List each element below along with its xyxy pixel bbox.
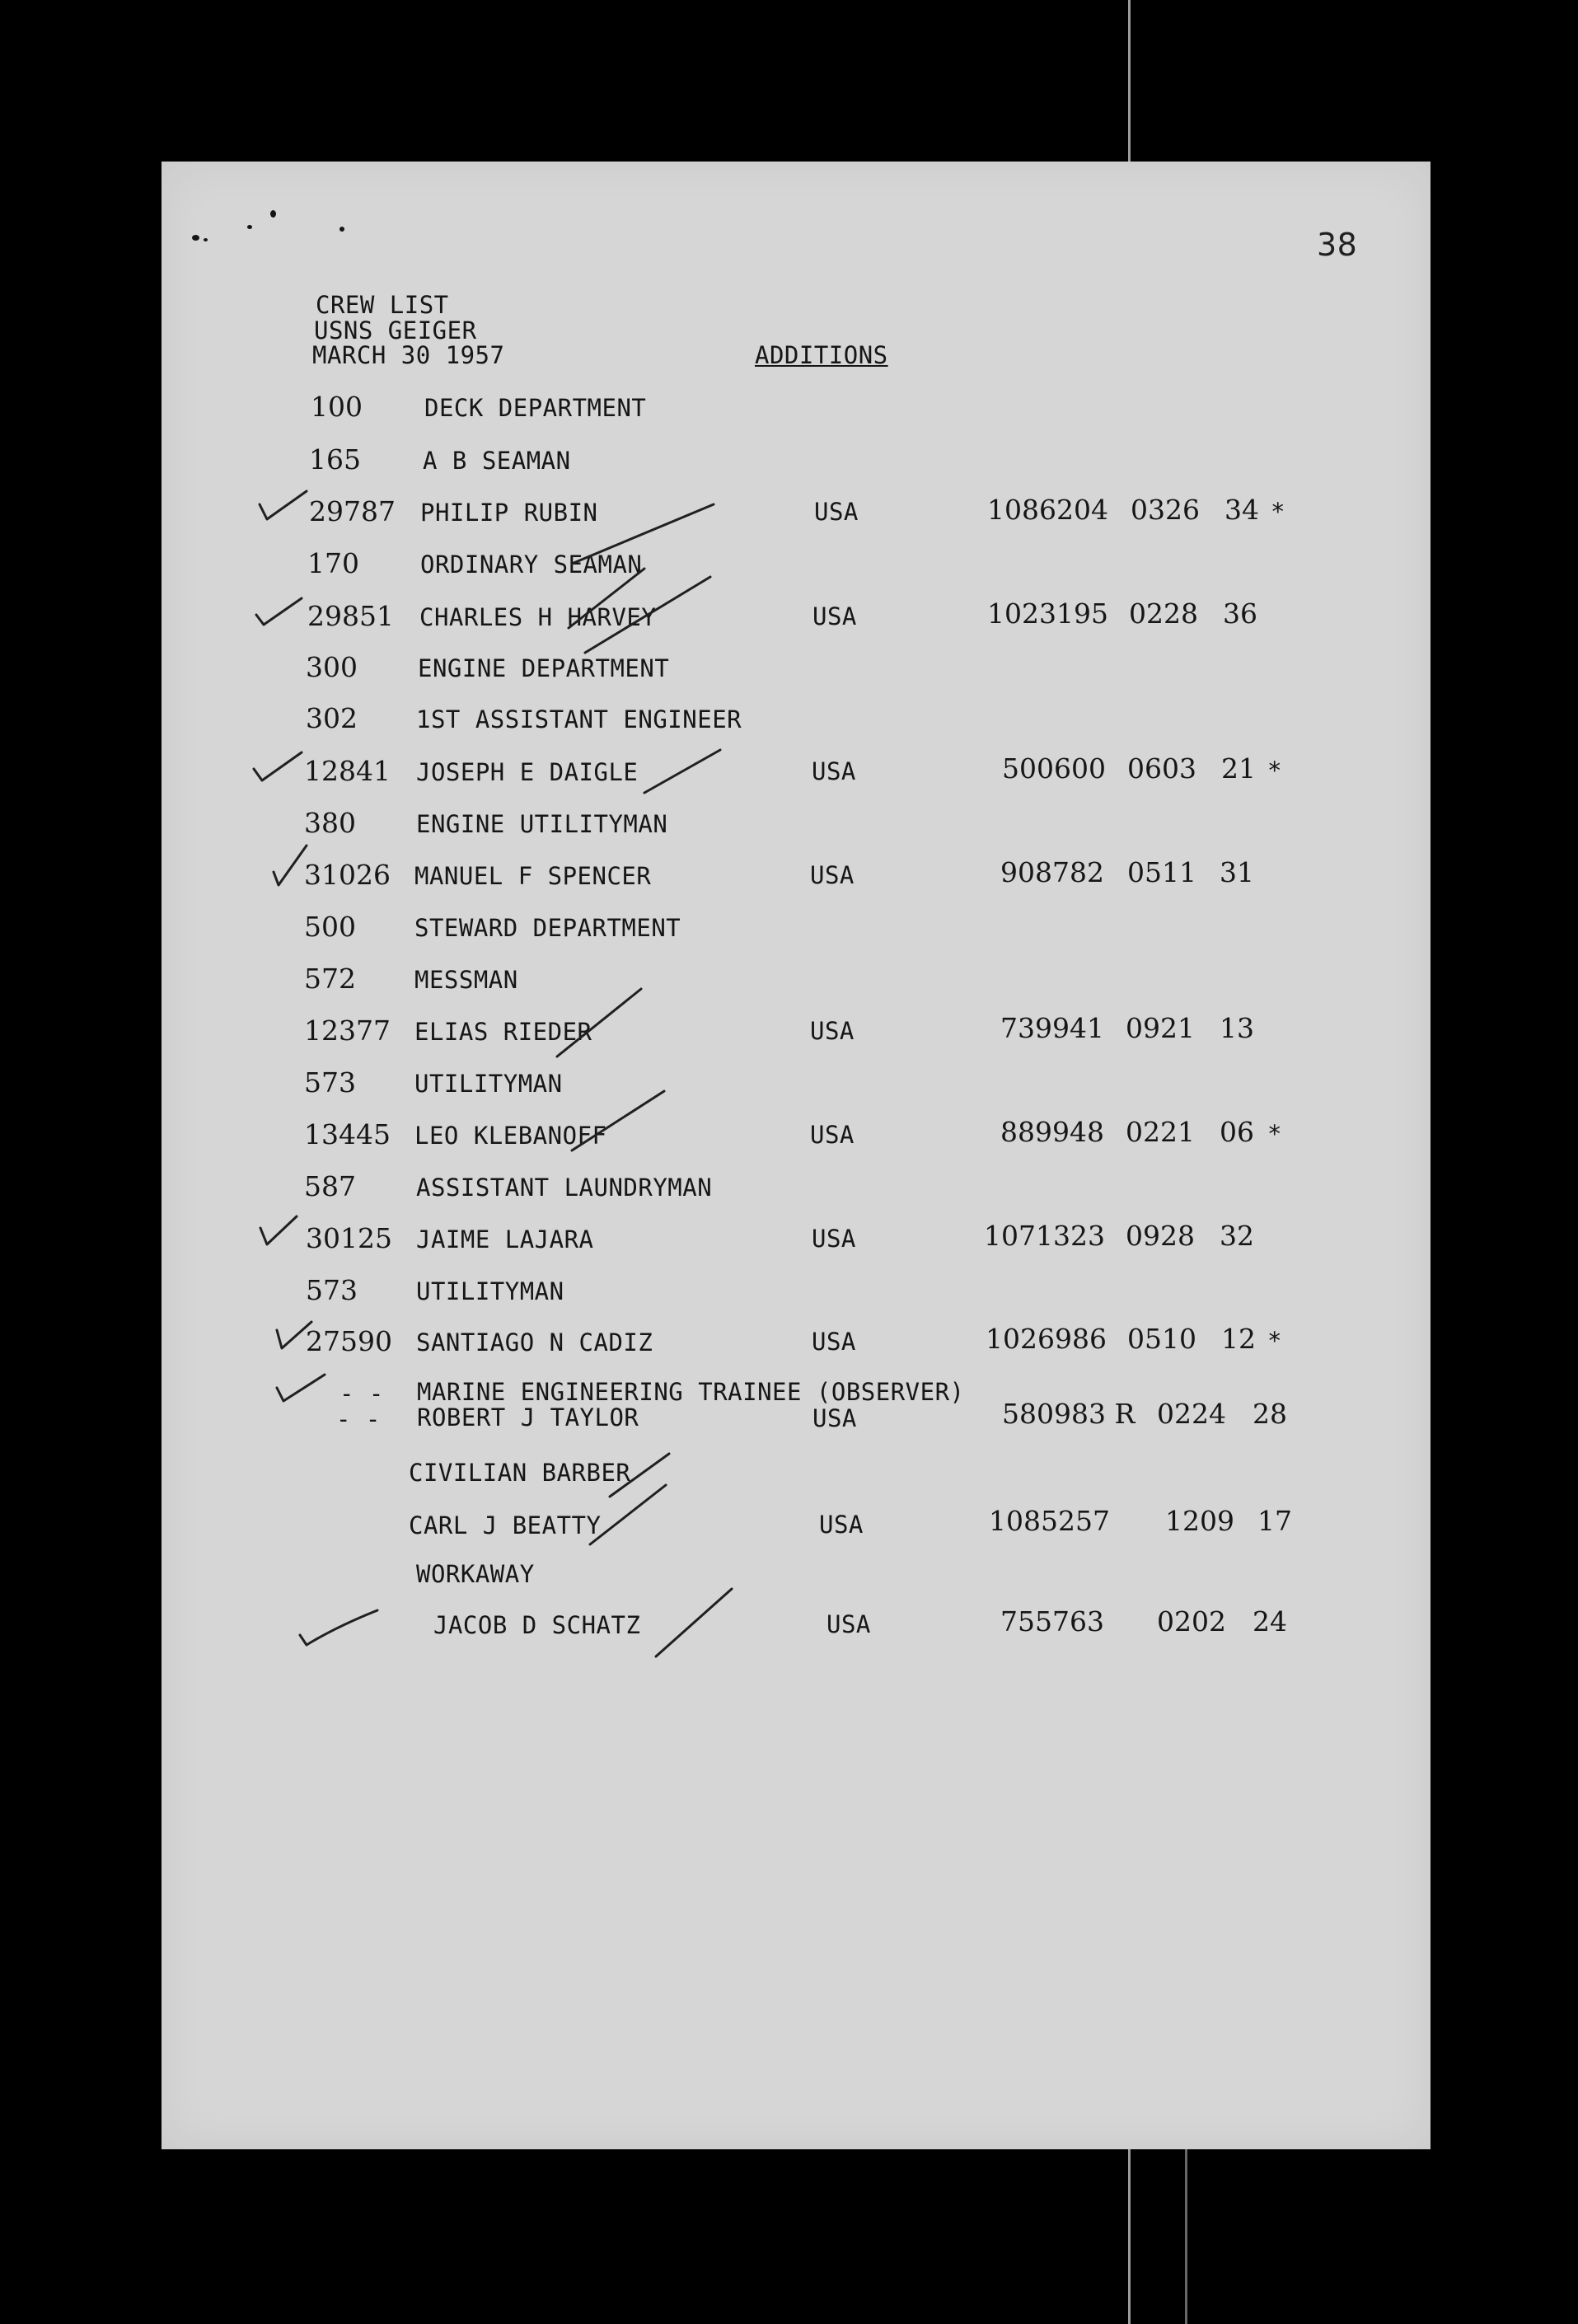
row-date: 1209 (1165, 1505, 1234, 1537)
row-nationality: USA (812, 757, 856, 785)
check-mark-icon (295, 1602, 386, 1652)
row-name: 1ST ASSISTANT ENGINEER (416, 705, 742, 733)
row-date: 0510 (1127, 1323, 1196, 1355)
row-date: 0603 (1127, 752, 1196, 785)
row-name: ASSISTANT LAUNDRYMAN (416, 1174, 713, 1202)
row-code: 27590 (306, 1325, 392, 1357)
row-date: 0921 (1126, 1012, 1195, 1044)
row-asterisk: * (1267, 757, 1282, 785)
row-code: 170 (307, 547, 359, 579)
row-code: 302 (306, 702, 358, 734)
row-nationality: USA (826, 1610, 871, 1638)
check-mark-icon (255, 1211, 305, 1253)
row-nationality: USA (812, 1225, 856, 1253)
row-number: 1085257 (989, 1505, 1110, 1537)
row-date: 0511 (1127, 856, 1196, 888)
row-name: ORDINARY SEAMAN (420, 551, 643, 579)
row-number: 908782 (1000, 856, 1104, 888)
check-mark-icon (272, 1368, 330, 1409)
row-nationality: USA (819, 1511, 864, 1539)
row-number: 500600 (1002, 752, 1106, 785)
row-date: 0228 (1129, 597, 1198, 630)
row-name: PHILIP RUBIN (420, 499, 598, 527)
row-code: 573 (304, 1066, 356, 1099)
row-age: 13 (1220, 1012, 1254, 1044)
check-mark-icon (272, 1319, 321, 1360)
row-code: - - (336, 1405, 381, 1433)
tick-stroke (641, 747, 723, 796)
row-name: ROBERT J TAYLOR (417, 1403, 639, 1431)
row-date: 0224 (1157, 1398, 1226, 1430)
tick-stroke (554, 986, 644, 1060)
row-name: MESSMAN (414, 966, 518, 994)
tick-stroke (653, 1586, 735, 1660)
row-code: 300 (306, 651, 358, 683)
check-mark-icon (252, 590, 310, 631)
row-nationality: USA (810, 1017, 855, 1045)
row-age: 32 (1220, 1220, 1254, 1252)
row-nationality: USA (812, 1404, 857, 1432)
row-asterisk: * (1271, 498, 1285, 526)
row-name: CIVILIAN BARBER (409, 1459, 631, 1487)
row-code: 12377 (304, 1014, 391, 1047)
row-code: - - (339, 1380, 384, 1408)
row-number: 755763 (1000, 1605, 1104, 1638)
row-code: 29787 (309, 495, 396, 527)
row-number: 580983 R (1002, 1398, 1136, 1430)
row-age: 28 (1253, 1398, 1287, 1430)
row-nationality: USA (810, 1121, 855, 1149)
row-name: STEWARD DEPARTMENT (414, 914, 681, 942)
row-age: 06 (1220, 1116, 1254, 1148)
header-title: CREW LIST (316, 291, 449, 319)
row-code: 572 (304, 963, 356, 995)
header-date: MARCH 30 1957 (312, 341, 505, 369)
check-mark-icon (267, 842, 316, 892)
row-name: MARINE ENGINEERING TRAINEE (OBSERVER) (417, 1378, 965, 1406)
row-number: 1071323 (984, 1220, 1105, 1252)
row-age: 24 (1253, 1605, 1287, 1638)
row-name: JACOB D SCHATZ (433, 1611, 641, 1639)
row-nationality: USA (810, 861, 855, 889)
row-name: MANUEL F SPENCER (414, 862, 652, 890)
row-asterisk: * (1267, 1120, 1282, 1148)
row-code: 31026 (304, 859, 391, 891)
row-name: ENGINE DEPARTMENT (418, 654, 670, 682)
check-mark-icon (255, 486, 313, 527)
row-age: 31 (1220, 856, 1254, 888)
ink-specks (185, 210, 350, 260)
section-heading: ADDITIONS (755, 341, 888, 369)
row-name: CARL J BEATTY (409, 1511, 602, 1539)
row-date: 0326 (1131, 494, 1200, 526)
row-nationality: USA (814, 498, 859, 526)
row-code: 587 (304, 1170, 356, 1202)
tick-stroke (587, 1482, 669, 1548)
row-code: 500 (304, 911, 356, 943)
row-date: 0202 (1157, 1605, 1226, 1638)
row-name: CHARLES H HARVEY (419, 603, 657, 631)
row-asterisk: * (1267, 1327, 1282, 1355)
row-age: 34 (1224, 494, 1259, 526)
row-name: UTILITYMAN (416, 1277, 564, 1305)
row-code: 30125 (306, 1222, 392, 1254)
check-mark-icon (251, 744, 308, 785)
row-code: 100 (311, 391, 363, 423)
row-name: ELIAS RIEDER (414, 1018, 592, 1046)
row-date: 0928 (1126, 1220, 1195, 1252)
row-age: 17 (1257, 1505, 1292, 1537)
row-number: 1026986 (986, 1323, 1107, 1355)
row-name: JAIME LAJARA (416, 1225, 594, 1253)
row-date: 0221 (1126, 1116, 1195, 1148)
row-name: JOSEPH E DAIGLE (416, 758, 639, 786)
row-name: WORKAWAY (416, 1560, 535, 1588)
page-number: 38 (1317, 227, 1358, 263)
row-nationality: USA (812, 1328, 856, 1356)
row-age: 36 (1223, 597, 1257, 630)
row-name: LEO KLEBANOFF (414, 1122, 607, 1150)
row-name: UTILITYMAN (414, 1070, 563, 1098)
row-name: SANTIAGO N CADIZ (416, 1328, 653, 1356)
tick-stroke (569, 501, 717, 567)
row-code: 12841 (304, 755, 391, 787)
row-age: 21 (1221, 752, 1256, 785)
tick-stroke (569, 1088, 667, 1154)
row-name: DECK DEPARTMENT (424, 394, 647, 422)
row-name: A B SEAMAN (423, 447, 571, 475)
row-code: 573 (306, 1274, 358, 1306)
row-name: ENGINE UTILITYMAN (416, 810, 668, 838)
tick-stroke (582, 574, 714, 656)
row-code: 13445 (304, 1118, 391, 1150)
row-number: 1023195 (987, 597, 1108, 630)
row-number: 739941 (1000, 1012, 1104, 1044)
row-code: 165 (309, 443, 361, 476)
row-code: 29851 (307, 600, 394, 632)
row-age: 12 (1221, 1323, 1256, 1355)
row-number: 889948 (1000, 1116, 1104, 1148)
row-code: 380 (304, 807, 356, 839)
row-number: 1086204 (987, 494, 1108, 526)
header-vessel: USNS GEIGER (314, 316, 477, 344)
row-nationality: USA (812, 602, 857, 630)
